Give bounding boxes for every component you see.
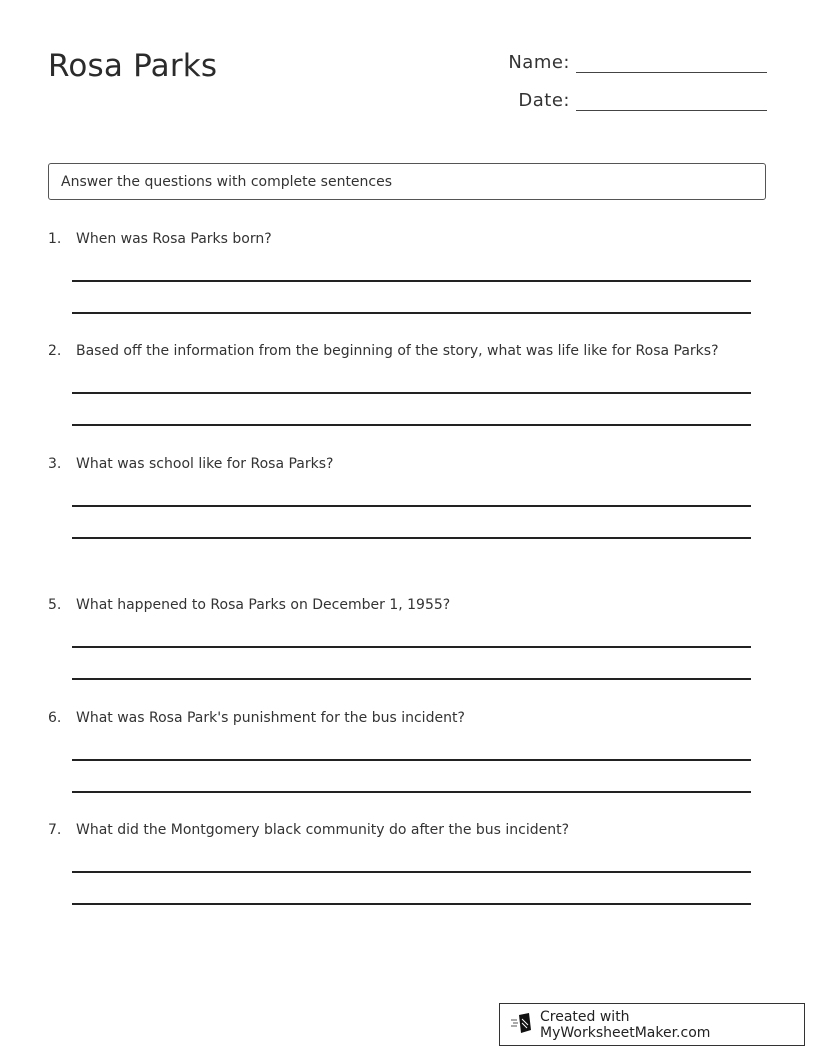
worksheet-maker-logo-icon bbox=[510, 1012, 540, 1038]
question-number: 2. bbox=[48, 343, 62, 359]
question-text: When was Rosa Parks born? bbox=[76, 231, 272, 247]
answer-line[interactable] bbox=[72, 280, 751, 282]
answer-line[interactable] bbox=[72, 903, 751, 905]
answer-line[interactable] bbox=[72, 424, 751, 426]
question-number: 3. bbox=[48, 456, 62, 472]
question-number: 7. bbox=[48, 822, 62, 838]
question-text: Based off the information from the beginning of the story, what was life like for Rosa Parks? bbox=[76, 343, 719, 359]
question-number: 5. bbox=[48, 597, 62, 613]
question-3 bbox=[48, 456, 768, 472]
answer-line[interactable] bbox=[72, 871, 751, 873]
question-number: 1. bbox=[48, 231, 62, 247]
answer-line[interactable] bbox=[72, 678, 751, 680]
name-label: Name: bbox=[508, 52, 570, 73]
date-label: Date: bbox=[518, 90, 570, 111]
instructions-box: Answer the questions with complete sentences bbox=[48, 163, 766, 200]
footer-credit-text: Created with MyWorksheetMaker.com bbox=[540, 1008, 711, 1041]
name-field[interactable] bbox=[480, 52, 767, 73]
answer-line[interactable] bbox=[72, 646, 751, 648]
date-blank-line[interactable] bbox=[576, 90, 767, 111]
answer-line[interactable] bbox=[72, 791, 751, 793]
question-text: What happened to Rosa Parks on December 1, 1955? bbox=[76, 597, 451, 613]
answer-line[interactable] bbox=[72, 392, 751, 394]
question-text: What was Rosa Park's punishment for the bus incident? bbox=[76, 710, 465, 726]
answer-line[interactable] bbox=[72, 759, 751, 761]
answer-line[interactable] bbox=[72, 312, 751, 314]
worksheet-title: Rosa Parks bbox=[48, 48, 218, 84]
answer-line[interactable] bbox=[72, 537, 751, 539]
question-number: 6. bbox=[48, 710, 62, 726]
question-1 bbox=[48, 231, 768, 247]
question-2 bbox=[48, 343, 768, 359]
question-6 bbox=[48, 710, 768, 726]
question-7 bbox=[48, 822, 768, 838]
answer-line[interactable] bbox=[72, 505, 751, 507]
date-field[interactable] bbox=[480, 90, 767, 111]
question-5 bbox=[48, 597, 768, 613]
question-text: What did the Montgomery black community do after the bus incident? bbox=[76, 822, 570, 838]
footer-credit-badge[interactable] bbox=[499, 1003, 805, 1046]
name-blank-line[interactable] bbox=[576, 52, 767, 73]
question-text: What was school like for Rosa Parks? bbox=[76, 456, 334, 472]
